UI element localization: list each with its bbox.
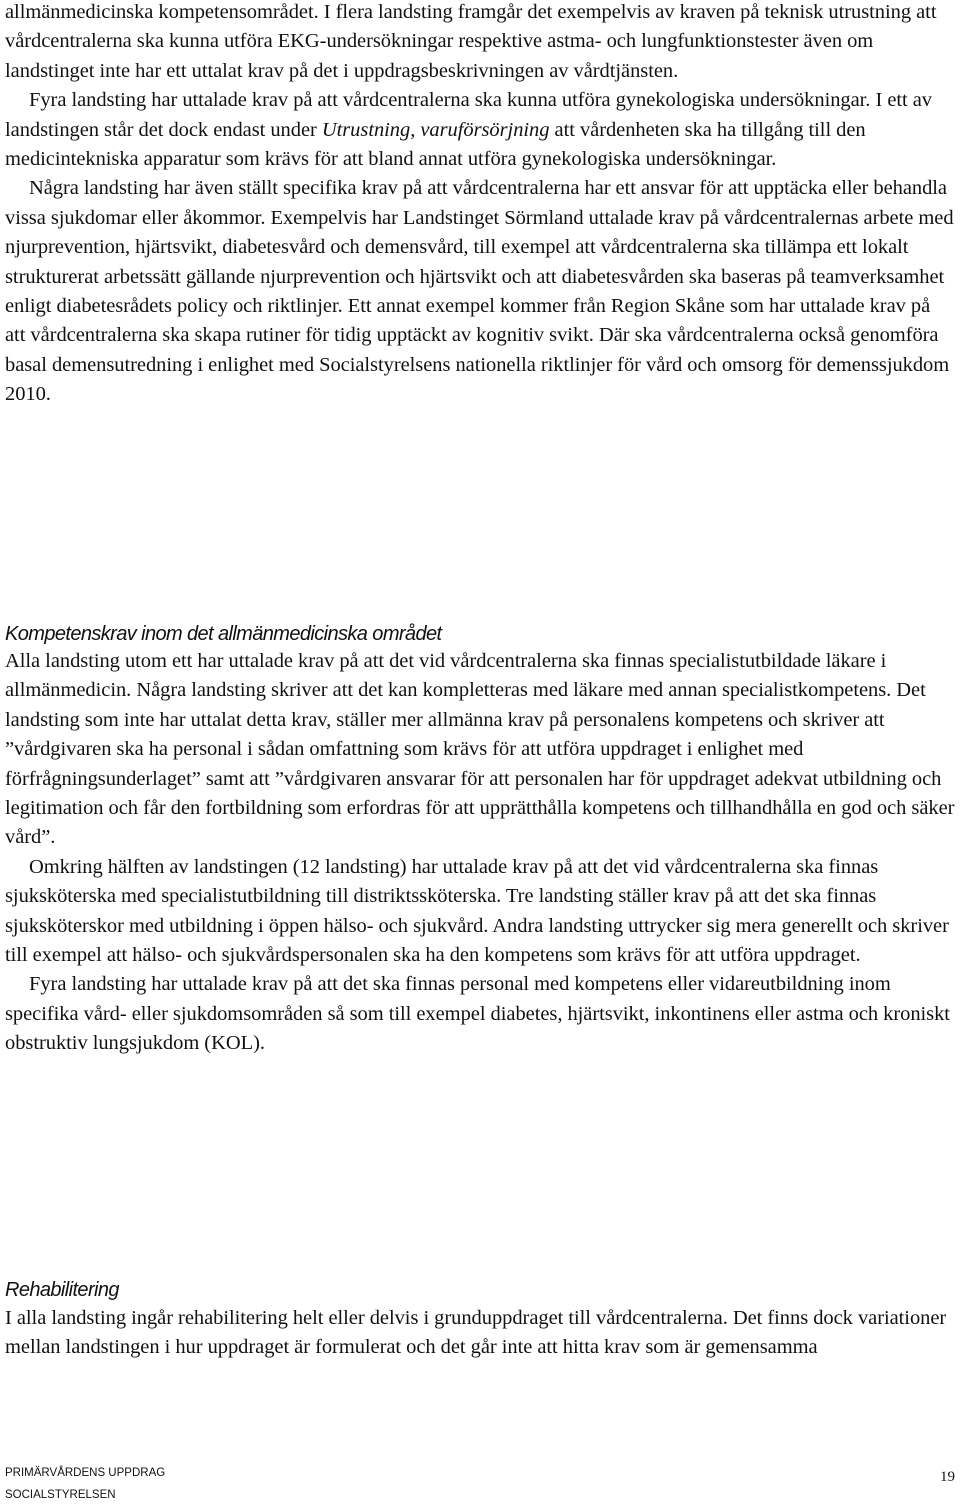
paragraph: Några landsting har även ställt specifika krav på att vårdcentralerna har ett ansvar för att upptäcka eller behandla vissa sjukdomar eller åkommor. Exempelvis har Landstinget Sörmland uttalade krav på vårdcentralernas arbete med njurprevention, hjärtsvikt, diabetesvård och demensvård, till exempel att vårdcentralerna ska tillämpa ett lokalt strukturerat arbetssätt gällande njurprevention och hjärtsvikt och att diabetesvården ska baseras på teamverksamhet enligt diabetesrådets policy och riktlinjer. Ett annat exempel kommer från Region Skåne som har uttalade krav på att vårdcentralerna ska skapa rutiner för tidig upptäckt av kognitiv svikt. Där ska vårdcentralerna också genomföra basal demensutredning i enlighet med Socialstyrelsens nationella riktlinjer för vård och omsorg för demenssjukdom 2010. [5, 177, 954, 406]
section-rehab [5, 1304, 955, 1363]
page-number: 19 [940, 1469, 955, 1485]
paragraph: Omkring hälften av landstingen (12 landsting) har uttalade krav på att det vid vårdcentralerna ska finnas sjuksköterska med specialistutbildning till distriktssköterska. Tre landsting ställer krav på att det ska finnas sjuksköterskor med utbildning i öppen hälso- och sjukvård. Andra landsting uttrycker sig mera generellt och skriver till exempel att hälso- och sjukvårdspersonalen ska ha den kompetens som krävs för att utföra uppdraget. [5, 855, 949, 967]
page-footer [5, 1462, 955, 1506]
emphasis-text: Utrustning, varuförsörjning [321, 118, 550, 141]
paragraph-text: att vårdenheten ska ha tillgång till den medicintekniska apparatur som krävs för att bland annat utföra gynekologiska undersökningar. [5, 118, 866, 171]
paragraph: Fyra landsting har uttalade krav på att det ska finnas personal med kompetens eller vidareutbildning inom specifika vård- eller sjukdomsområden så som till exempel diabetes, hjärtsvikt, inkontinens eller astma och kroniskt obstruktiv lungsjukdom (KOL). [5, 973, 950, 1055]
footer-publisher: SOCIALSTYRELSEN [5, 1489, 116, 1501]
section-competence [5, 647, 955, 1059]
paragraph [5, 86, 955, 174]
paragraph-text: Fyra landsting har uttalade krav på att vårdcentralerna ska kunna utföra gynekologiska undersökningar. I ett av landstingen står det dock endast under [5, 89, 932, 141]
section-heading: Kompetenskrav inom det allmänmedicinska området [5, 623, 442, 645]
section-intro [5, 0, 955, 410]
paragraph: Alla landsting utom ett har uttalade krav på att det vid vårdcentralerna ska finnas specialistutbildade läkare i allmänmedicin. Några landsting skriver att det kan kompletteras med läkare med annan specialistkompetens. Det landsting som inte har uttalat detta krav, ställer mer allmänna krav på personalens kompetens och skriver att ”vårdgivaren ska ha personal i sådan omfattning som krävs för att utföra uppdraget i enlighet med förfrågningsunderlaget” samt att ”vårdgivaren ansvarar för att personalen har för uppdraget adekvat utbildning och legitimation och får den fortbildning som erfordras för att upprätthålla kompetens och tillhandhålla en god och säker vård”. [5, 650, 955, 849]
paragraph: allmänmedicinska kompetensområdet. I flera landsting framgår det exempelvis av kraven på teknisk utrustning att vårdcentralerna ska kunna utföra EKG-undersökningar respektive astma- och lungfunktionstester även om landstinget inte har ett uttalat krav på det i uppdragsbeskrivningen av vårdtjänsten. [5, 1, 937, 82]
paragraph: I alla landsting ingår rehabilitering helt eller delvis i grunduppdraget till vårdcentralerna. Det finns dock variationer mellan landstingen i hur uppdraget är formulerat och det går inte att hitta krav som är gemensamma [5, 1307, 947, 1359]
section-heading: Rehabilitering [5, 1279, 119, 1301]
footer-publication: PRIMÄRVÅRDENS UPPDRAG [5, 1467, 166, 1479]
